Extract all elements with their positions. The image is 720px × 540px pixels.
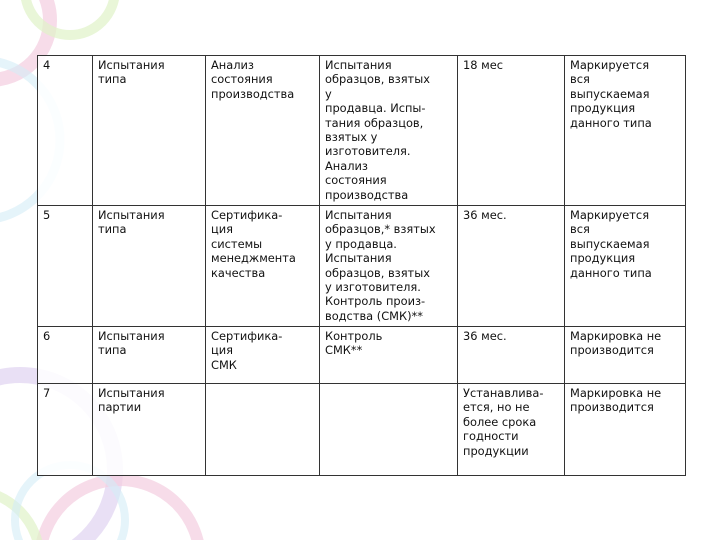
cell-text: 6 <box>43 329 51 343</box>
cell-scheme-number <box>38 206 93 327</box>
cell-text: Испытания типа <box>98 208 165 237</box>
cell-text: 4 <box>43 58 51 72</box>
table-row <box>38 327 686 384</box>
decor-circle-blue-bottom <box>15 465 125 540</box>
cell-inspection-control <box>320 206 458 327</box>
cell-test-type <box>93 327 206 384</box>
cell-scheme-number <box>38 327 93 384</box>
cell-text: Испытания типа <box>98 58 165 87</box>
decor-circle-pink-bottom <box>40 480 200 540</box>
cell-production-assessment <box>206 206 320 327</box>
cell-text: 36 мес. <box>463 208 507 222</box>
cell-text: Маркировка не производится <box>570 386 662 415</box>
decor-circle-green <box>25 0 115 35</box>
cell-marking <box>565 206 686 327</box>
cell-production-assessment <box>206 384 320 476</box>
cell-text: 5 <box>43 208 51 222</box>
table-row <box>38 206 686 327</box>
cell-text: Испытания партии <box>98 386 165 415</box>
cell-test-type <box>93 384 206 476</box>
cell-text: Сертифика- ция СМК <box>211 329 283 372</box>
certification-table <box>37 55 686 476</box>
cell-marking <box>565 56 686 206</box>
cell-text: 18 мес <box>463 58 503 72</box>
cell-text: Испытания образцов,* взятых у продавца. Испытания образцов, взятых у изготовителя. Контроль произ- водства (СМК)** <box>325 208 436 323</box>
cell-inspection-control <box>320 327 458 384</box>
cell-validity-period <box>458 327 565 384</box>
cell-test-type <box>93 56 206 206</box>
cell-text: Устанавлива- ется, но не более срока годности продукции <box>463 386 544 458</box>
table-row <box>38 384 686 476</box>
cell-test-type <box>93 206 206 327</box>
cell-text: Испытания типа <box>98 329 165 358</box>
cell-scheme-number <box>38 384 93 476</box>
cell-text: Испытания образцов, взятых у продавца. Испы- тания образцов, взятых у изготовителя. Анализ состояния производства <box>325 58 430 202</box>
cell-production-assessment <box>206 56 320 206</box>
cell-text: Маркируется вся выпускаемая продукция данного типа <box>570 58 652 130</box>
cell-marking <box>565 384 686 476</box>
cell-text: Маркировка не производится <box>570 329 662 358</box>
cell-text: Контроль СМК** <box>325 329 383 358</box>
cell-inspection-control <box>320 56 458 206</box>
cell-validity-period <box>458 56 565 206</box>
cell-scheme-number <box>38 56 93 206</box>
cell-production-assessment <box>206 327 320 384</box>
cell-text: Маркируется вся выпускаемая продукция данного типа <box>570 208 652 280</box>
cell-inspection-control <box>320 384 458 476</box>
cell-text: 7 <box>43 386 51 400</box>
cell-marking <box>565 327 686 384</box>
cell-validity-period <box>458 384 565 476</box>
cell-text: 36 мес. <box>463 329 507 343</box>
cell-validity-period <box>458 206 565 327</box>
decor-circle-green-bottom <box>0 490 40 540</box>
cell-text: Сертифика- ция системы менеджмента качества <box>211 208 296 280</box>
cell-text: Анализ состояния производства <box>211 58 295 101</box>
table-row <box>38 56 686 206</box>
